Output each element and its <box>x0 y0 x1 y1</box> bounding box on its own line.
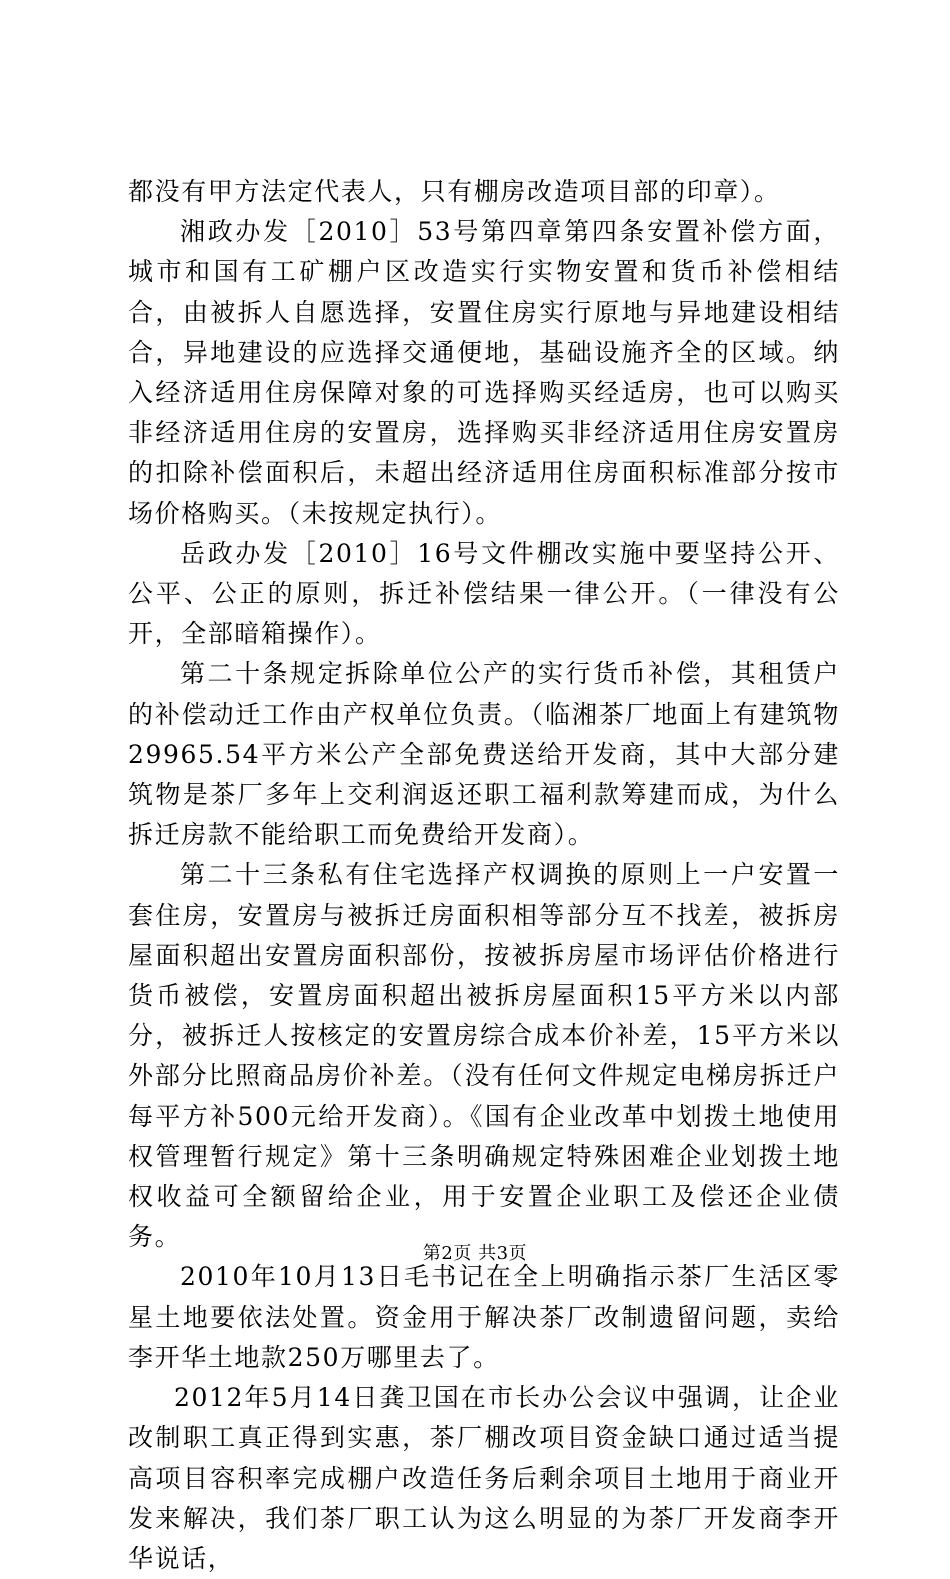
paragraph-article-20: 第二十条规定拆除单位公产的实行货币补偿，其租赁户的补偿动迁工作由产权单位负责。（临湘茶厂地面上有建筑物29965.54平方米公产全部免费送给开发商，其中大部分建筑物是茶厂多年上交利润返还职工福利款筹建而成，为什么拆迁房款不能给职工而免费给开发商）。 <box>128 659 840 850</box>
paragraph-continuation: 都没有甲方法定代表人，只有棚房改造项目部的印章）。 <box>128 177 781 206</box>
paragraph-yue-zheng-ban-fa: 岳政办发［2010］16号文件棚改实施中要坚持公开、公平、公正的原则，拆迁补偿结果一律公开。（一律没有公开，全部暗箱操作）。 <box>128 538 840 649</box>
paragraph-article-23: 第二十三条私有住宅选择产权调换的原则上一户安置一套住房，安置房与被拆迁房面积相等部分互不找差，被拆房屋面积超出安置房面积部份，按被拆房屋市场评估价格进行货币被偿，安置房面积超出被拆房屋面积15平方米以内部分，被拆迁人按核定的安置房综合成本价补差，15平方米以外部分比照商品房价补差。（没有任何文件规定电梯房拆迁户每平方补500元给开发商）。《国有企业改革中划拨土地使用权管理暂行规定》第十三条明确规定特殊困难企业划拨土地权收益可全额留给企业，用于安置企业职工及偿还企业债务。 <box>128 860 840 1252</box>
paragraph-xiang-zheng-ban-fa: 湘政办发［2010］53号第四章第四条安置补偿方面，城市和国有工矿棚户区改造实行实物安置和货币补偿相结合，由被拆人自愿选择，安置住房实行原地与异地建设相结合，异地建设的应选择交通便地，基础设施齐全的区域。纳入经济适用住房保障对象的可选择购买经适房，也可以购买非经济适用住房的安置房，选择购买非经济适用住房安置房的扣除补偿面积后，未超出经济适用住房面积标准部分按市场价格购买。（未按规定执行）。 <box>128 217 840 528</box>
paragraph-2010-instruction: 2010年10月13日毛书记在全上明确指示茶厂生活区零星土地要依法处置。资金用于解决茶厂改制遗留问题，卖给李开华土地款250万哪里去了。 <box>128 1262 840 1372</box>
document-body <box>128 172 840 1579</box>
page-number-footer: 第2页 共3页 <box>422 1243 528 1264</box>
paragraph-2012-meeting: 2012年5月14日龚卫国在市长办公会议中强调，让企业改制职工真正得到实惠，茶厂棚改项目资金缺口通过适当提高项目容积率完成棚户改造任务后剩余项目土地用于商业开发来解决，我们茶厂职工认为这么明显的为茶厂开发商李开华说话， <box>128 1383 840 1573</box>
